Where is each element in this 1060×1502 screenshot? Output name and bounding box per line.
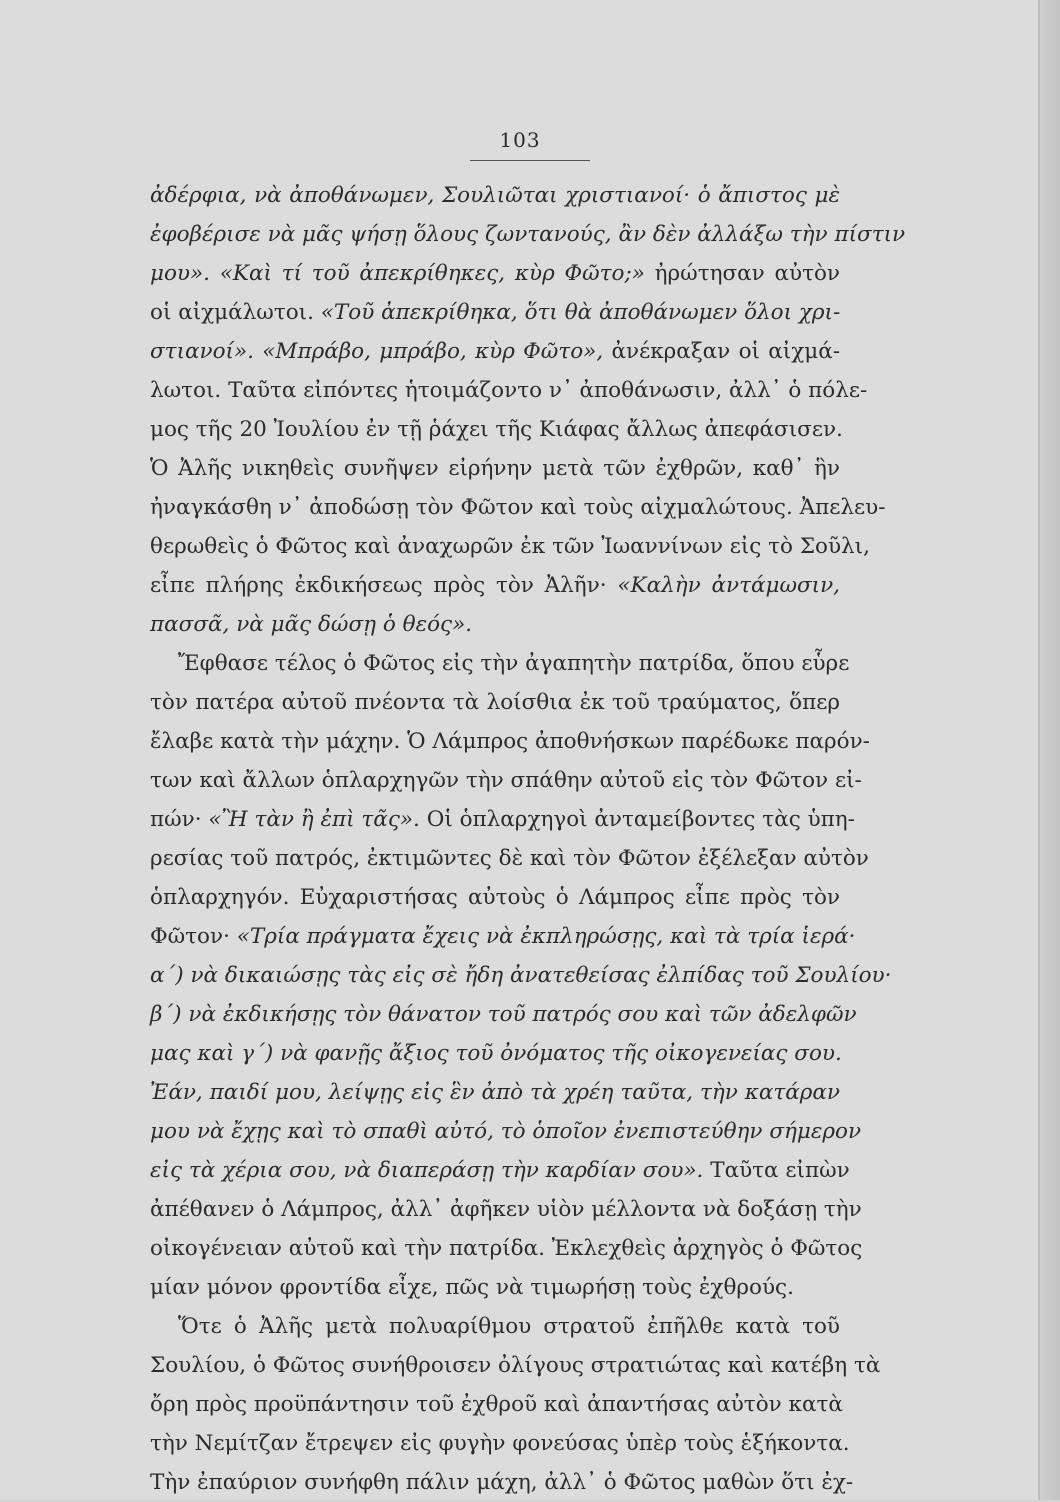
text-line — [150, 722, 870, 761]
text-line — [150, 878, 840, 917]
quoted-speech: μου». «Καὶ τί τοῦ ἀπεκρίθηκες, κὺρ Φῶτο;» — [150, 261, 645, 286]
text-line — [150, 449, 840, 488]
text-line — [150, 761, 862, 800]
page-number: 103 — [499, 128, 541, 152]
text-line — [150, 1463, 854, 1502]
quoted-speech: ἐφοβέρισε νὰ μᾶς ψήσῃ ὅλους ζωντανούς, ἂν δὲν ἀλλάξω τὴν πίστιν — [150, 222, 906, 247]
text-line — [150, 332, 840, 371]
narrative-text: Ὅτε ὁ Ἀλῆς μετὰ πολυαρίθμου στρατοῦ ἐπῆλθε κατὰ τοῦ — [178, 1314, 840, 1339]
text-line — [150, 1073, 840, 1112]
quoted-speech: Ἐάν, παιδί μου, λείψῃς εἰς ἓν ἀπὸ τὰ χρέη ταῦτα, τὴν κατάραν — [150, 1080, 840, 1105]
text-line — [150, 410, 843, 449]
text-line — [150, 1151, 850, 1190]
narrative-text: οἰκογένειαν αὐτοῦ καὶ τὴν πατρίδα. Ἐκλεχθεὶς ἀρχηγὸς ὁ Φῶτος — [150, 1236, 863, 1261]
narrative-text: των καὶ ἄλλων ὁπλαρχηγῶν τὴν σπάθην αὐτοῦ εἰς τὸν Φῶτον εἰ- — [150, 768, 862, 793]
text-line — [150, 176, 840, 215]
text-line — [150, 488, 886, 527]
narrative-text: τὸν πατέρα αὐτοῦ πνέοντα τὰ λοίσθια ἐκ τοῦ τραύματος, ὅπερ — [150, 690, 840, 715]
text-line — [150, 1034, 840, 1073]
narrative-text: μίαν μόνον φροντίδα εἶχε, πῶς νὰ τιμωρήσῃ τοὺς ἐχθρούς. — [150, 1275, 794, 1300]
narrative-text: θερωθεὶς ὁ Φῶτος καὶ ἀναχωρῶν ἐκ τῶν Ἰωαννίνων εἰς τὸ Σοῦλι, — [150, 534, 870, 559]
text-line — [150, 293, 840, 332]
text-line — [150, 215, 906, 254]
quoted-speech: «Τρία πράγματα ἔχεις νὰ ἐκπληρώσῃς, καὶ τὰ τρία ἱερά· — [236, 924, 856, 949]
narrative-text: ἀπέθανεν ὁ Λάμπρος, ἀλλ᾽ ἀφῆκεν υἱὸν μέλλοντα νὰ δοξάσῃ τὴν — [150, 1197, 862, 1222]
narrative-text: λωτοι. Ταῦτα εἰπόντες ἡτοιμάζοντο ν᾽ ἀποθάνωσιν, ἀλλ᾽ ὁ πόλε- — [150, 378, 868, 403]
narrative-text: ὁπλαρχηγόν. Εὐχαριστήσας αὐτοὺς ὁ Λάμπρος εἶπε πρὸς τὸν — [150, 885, 840, 910]
text-line — [150, 1307, 840, 1346]
quoted-speech: εἰς τὰ χέρια σου, νὰ διαπεράσῃ τὴν καρδίαν σου». — [150, 1158, 704, 1183]
page-edge — [1040, 0, 1060, 1500]
narrative-text: Τὴν ἐπαύριον συνήφθη πάλιν μάχη, ἀλλ᾽ ὁ Φῶτος μαθὼν ὅτι ἐχ- — [150, 1470, 854, 1495]
narrative-text: Σουλίου, ὁ Φῶτος συνήθροισεν ὀλίγους στρατιώτας καὶ κατέβη τὰ — [150, 1353, 881, 1378]
quoted-speech: «Καλὴν ἀντάμωσιν, — [617, 573, 841, 598]
text-line — [150, 956, 892, 995]
quoted-speech: ἀδέρφια, νὰ ἀποθάνωμεν, Σουλιῶται χριστιανοί· ὁ ἄπιστος μὲ — [150, 183, 840, 208]
text-line — [150, 254, 840, 293]
narrative-text: ρεσίας τοῦ πατρός, ἐκτιμῶντες δὲ καὶ τὸν Φῶτον ἐξέλεξαν αὐτὸν — [150, 846, 869, 871]
text-line — [150, 1229, 863, 1268]
text-line — [150, 800, 855, 839]
text-line — [150, 605, 840, 644]
text-line — [150, 527, 870, 566]
narrative-text: ἠναγκάσθη ν᾽ ἀποδώσῃ τὸν Φῶτον καὶ τοὺς αἰχμαλώτους. Ἀπελευ- — [150, 495, 886, 520]
narrative-text: ὄρη πρὸς προϋπάντησιν τοῦ ἐχθροῦ καὶ ἀπαντήσας αὐτὸν κατὰ — [150, 1392, 843, 1417]
text-line — [150, 1346, 881, 1385]
text-line — [150, 839, 869, 878]
quoted-speech: «Τοῦ ἀπεκρίθηκα, ὅτι θὰ ἀποθάνωμεν ὅλοι χρι- — [320, 300, 841, 325]
text-line — [150, 644, 850, 683]
narrative-text: ἀνέκραξαν οἱ αἰχμά- — [603, 339, 840, 364]
narrative-text: ἠρώτησαν αὐτὸν — [644, 261, 840, 286]
quoted-speech: πασσᾶ, νὰ μᾶς δώσῃ ὁ θεός». — [150, 612, 473, 637]
narrative-text: εἶπε πλήρης ἐκδικήσεως πρὸς τὸν Ἀλῆν· — [150, 573, 618, 598]
text-line — [150, 566, 840, 605]
text-line — [150, 1268, 840, 1307]
quoted-speech: «Ἢ τὰν ἢ ἐπὶ τᾶς». — [208, 807, 420, 832]
text-line — [150, 371, 868, 410]
narrative-text: ἔλαβε κατὰ τὴν μάχην. Ὁ Λάμπρος ἀποθνήσκων παρέδωκε παρόν- — [150, 729, 870, 754]
narrative-text: πών· — [150, 807, 209, 832]
quoted-speech: μας καὶ γ΄) νὰ φανῇς ἄξιος τοῦ ὀνόματος τῆς οἰκογενείας σου. — [150, 1041, 842, 1066]
narrative-text: μος τῆς 20 Ἰουλίου ἐν τῇ ῥάχει τῆς Κιάφας ἄλλως ἀπεφάσισεν. — [150, 417, 843, 442]
narrative-text: Ἔφθασε τέλος ὁ Φῶτος εἰς τὴν ἀγαπητὴν πατρίδα, ὅπου εὗρε — [178, 651, 850, 676]
text-line — [150, 995, 857, 1034]
text-line — [150, 917, 856, 956]
narrative-text: Οἱ ὁπλαρχηγοὶ ἀνταμείβοντες τὰς ὑπη- — [419, 807, 855, 832]
text-line — [150, 683, 840, 722]
header-rule — [470, 160, 590, 161]
narrative-text: Ταῦτα εἰπὼν — [703, 1158, 850, 1183]
body-text — [150, 176, 906, 1502]
text-line — [150, 1385, 843, 1424]
text-line — [150, 1112, 862, 1151]
quoted-speech: β΄) νὰ ἐκδικήσῃς τὸν θάνατον τοῦ πατρός σου καὶ τῶν ἀδελφῶν — [150, 1002, 857, 1027]
quoted-speech: μου νὰ ἔχῃς καὶ τὸ σπαθὶ αὐτό, τὸ ὁποῖον ἐνεπιστεύθην σήμερον — [150, 1119, 862, 1144]
text-line — [150, 1424, 850, 1463]
narrative-text: Φῶτον· — [150, 924, 237, 949]
narrative-text: οἱ αἰχμάλωτοι. — [150, 300, 321, 325]
quoted-speech: α΄) νὰ δικαιώσῃς τὰς εἰς σὲ ἤδη ἀνατεθείσας ἐλπίδας τοῦ Σουλίου· — [150, 963, 892, 988]
narrative-text: Ὁ Ἀλῆς νικηθεὶς συνῆψεν εἰρήνην μετὰ τῶν ἐχθρῶν, καθ᾽ ἣν — [150, 456, 840, 481]
narrative-text: τὴν Νεμίτζαν ἔτρεψεν εἰς φυγὴν φονεύσας ὑπὲρ τοὺς ἑξήκοντα. — [150, 1431, 850, 1456]
quoted-speech: στιανοί». «Μπράβο, μπράβο, κὺρ Φῶτο», — [150, 339, 604, 364]
text-line — [150, 1190, 862, 1229]
